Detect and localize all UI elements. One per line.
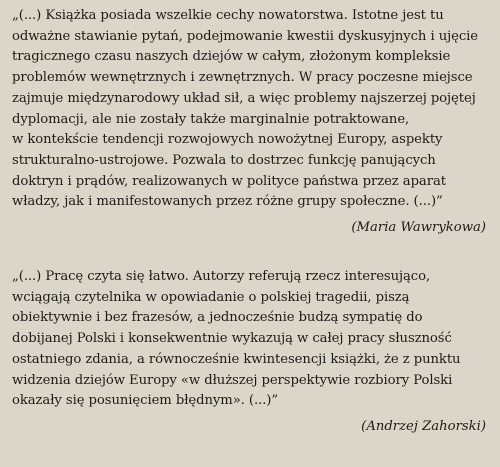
review-quote-1 (12, 6, 488, 238)
quote-line: „(...) Książka posiada wszelkie cechy nowatorstwa. Istotne jest tu (12, 8, 444, 23)
quote-line: strukturalno-ustrojowe. Pozwala to dostrzec funkcję panujących (12, 152, 436, 168)
review-quote-2 (12, 267, 488, 437)
quote-line: ostatniego zdania, a równocześnie kwintesencji książki, że z punktu (12, 351, 461, 367)
quote-line: dyplomacji, ale nie zostały także marginalnie potraktowane, (12, 111, 410, 127)
quote-author: (Maria Wawrykowa) (351, 220, 486, 236)
quote-text (12, 6, 488, 213)
quote-line: doktryn i prądów, realizowanych w polityce państwa przez aparat (12, 173, 446, 189)
quote-line: odważne stawianie pytań, podejmowanie kwestii dyskusyjnych i ujęcie (12, 28, 479, 44)
quote-line: problemów wewnętrznych i zewnętrznych. W pracy poczesne miejsce (12, 70, 473, 86)
quote-line: „(...) Pracę czyta się łatwo. Autorzy referują rzecz interesująco, (12, 269, 431, 284)
quote-text (12, 267, 488, 412)
quote-line: zajmuje międzynarodowy układ sił, a więc problemy najszerzej pojętej (12, 90, 476, 106)
quote-line: w kontekście tendencji rozwojowych nowożytnej Europy, aspekty (12, 132, 443, 148)
quote-author: (Andrzej Zahorski) (361, 418, 486, 434)
quote-line: wciągają czytelnika w opowiadanie o polskiej tragedii, piszą (12, 289, 410, 305)
quote-line: widzenia dziejów Europy «w dłuższej perspektywie rozbiory Polski (12, 372, 453, 388)
quote-line: władzy, jak i manifestowanych przez różne grupy społeczne. (...)” (12, 194, 443, 210)
quote-line: obiektywnie i bez frazesów, a jednocześnie budzą sympatię do (12, 310, 423, 326)
quote-line: tragicznego czasu naszych dziejów w całym, złożonym kompleksie (12, 49, 451, 65)
quote-line: okazały się posunięciem błędnym». (...)” (12, 393, 279, 409)
quote-line: dobijanej Polski i konsekwentnie wykazują w całej pracy słuszność (12, 331, 452, 347)
